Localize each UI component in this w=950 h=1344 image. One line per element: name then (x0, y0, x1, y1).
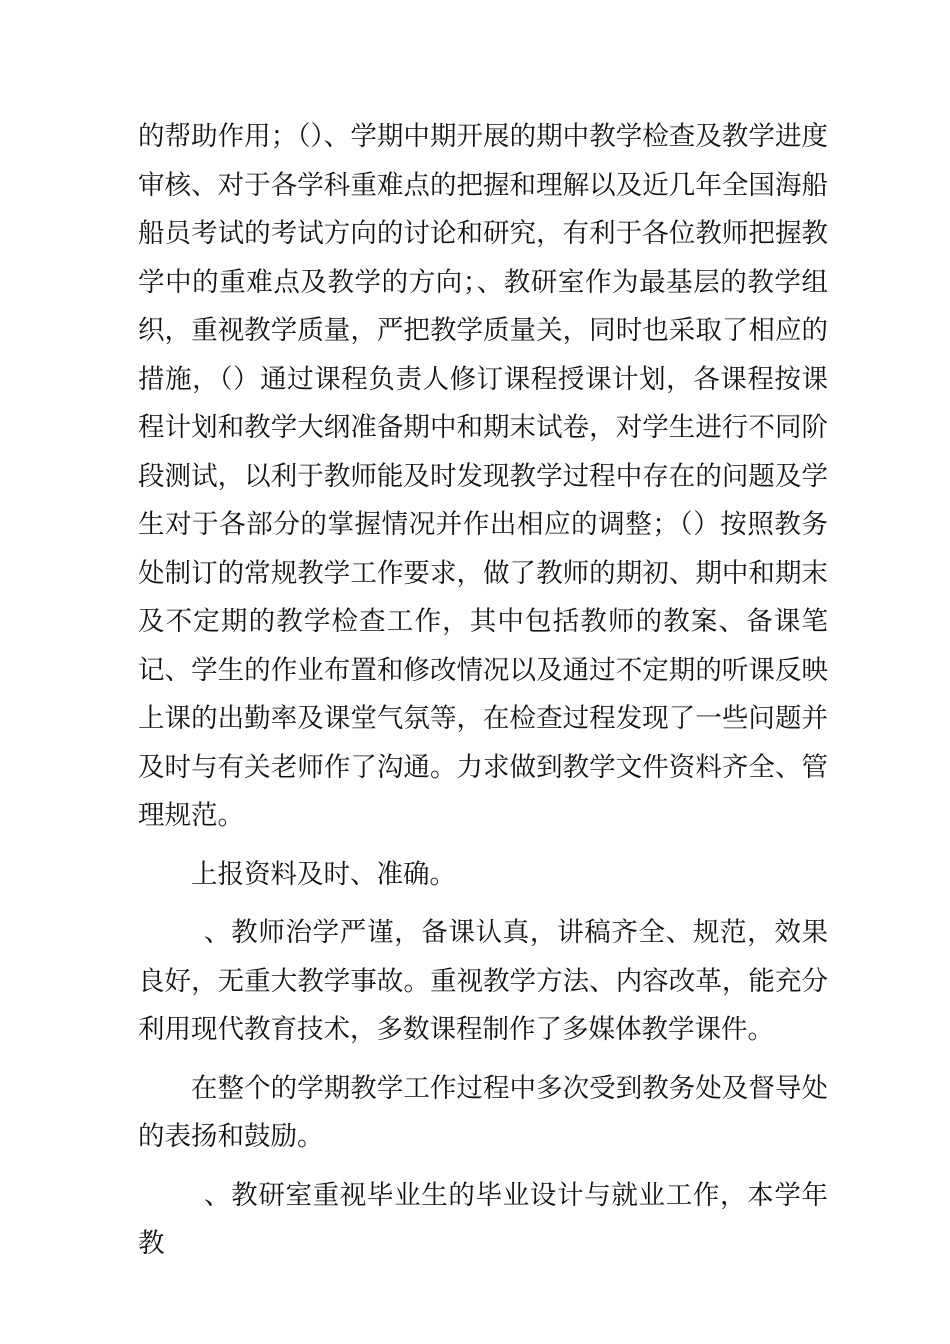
document-body (138, 113, 828, 1269)
paragraph-teacher-rigor: 、教师治学严谨，备课认真，讲稿齐全、规范，效果良好，无重大教学事故。重视教学方法、内容改革，能充分利用现代教育技术，多数课程制作了多媒体教学课件。 (138, 917, 828, 1045)
paragraph-report-materials: 上报资料及时、准确。 (191, 858, 456, 890)
paragraph-praise: 在整个的学期教学工作过程中多次受到教务处及督导处的表扬和鼓励。 (138, 1072, 828, 1152)
paragraph-teaching-inspection: 的帮助作用；（）、学期中期开展的期中教学检查及教学进度审核、对于各学科重难点的把握和理解以及近几年全国海船船员考试的考试方向的讨论和研究，有利于各位教师把握教学中的重难点及教学的方向；、教研室作为最基层的教学组织，重视教学质量，严把教学质量关，同时也采取了相应的措施，（）通过课程负责人修订课程授课计划，各课程按课程计划和教学大纲准备期中和期末试卷，对学生进行不同阶段测试，以利于教师能及时发现教学过程中存在的问题及学生对于各部分的掌握情况并作出相应的调整；（）按照教务处制订的常规教学工作要求，做了教师的期初、期中和期末及不定期的教学检查工作，其中包括教师的教案、备课笔记、学生的作业布置和修改情况以及通过不定期的听课反映上课的出勤率及课堂气氛等，在检查过程发现了一些问题并及时与有关老师作了沟通。力求做到教学文件资料齐全、管理规范。 (138, 121, 828, 831)
paragraph-graduation-design: 、教研室重视毕业生的毕业设计与就业工作，本学年教 (138, 1179, 828, 1259)
